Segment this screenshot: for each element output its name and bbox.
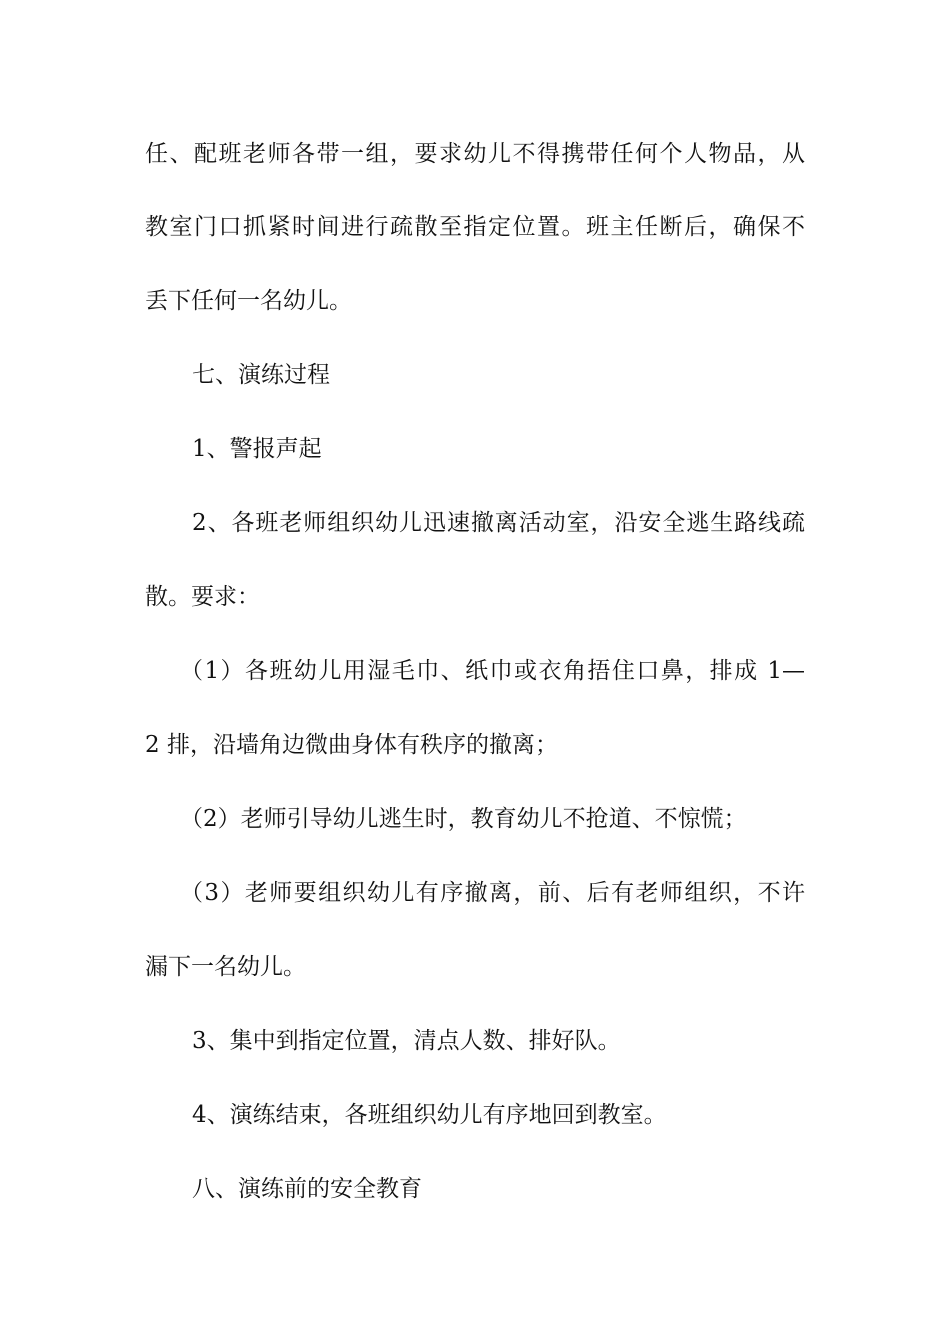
paragraph-line: 教室门口抓紧时间进行疏散至指定位置。班主任断后，确保不 [145, 214, 805, 240]
list-item: 1、警报声起 [192, 436, 322, 462]
sub-list-item: （2）老师引导幼儿逃生时，教育幼儿不抢道、不惊慌； [180, 806, 747, 832]
section-heading: 七、演练过程 [192, 362, 330, 388]
paragraph-line: 散。要求： [145, 584, 260, 610]
list-item: 3、集中到指定位置，清点人数、排好队。 [192, 1028, 621, 1054]
paragraph-line: 漏下一名幼儿。 [145, 954, 306, 980]
sub-list-item: （3）老师要组织幼儿有序撤离，前、后有老师组织，不许 [180, 880, 805, 906]
paragraph-line: 2 排，沿墙角边微曲身体有秩序的撤离； [145, 732, 558, 758]
list-item: 2、各班老师组织幼儿迅速撤离活动室，沿安全逃生路线疏 [192, 510, 805, 536]
paragraph-line: 任、配班老师各带一组，要求幼儿不得携带任何个人物品，从 [145, 141, 805, 167]
section-heading: 八、演练前的安全教育 [192, 1176, 422, 1202]
list-item: 4、演练结束，各班组织幼儿有序地回到教室。 [192, 1102, 667, 1128]
paragraph-line: 丢下任何一名幼儿。 [145, 288, 352, 314]
sub-list-item: （1）各班幼儿用湿毛巾、纸巾或衣角捂住口鼻，排成 1— [180, 658, 805, 684]
